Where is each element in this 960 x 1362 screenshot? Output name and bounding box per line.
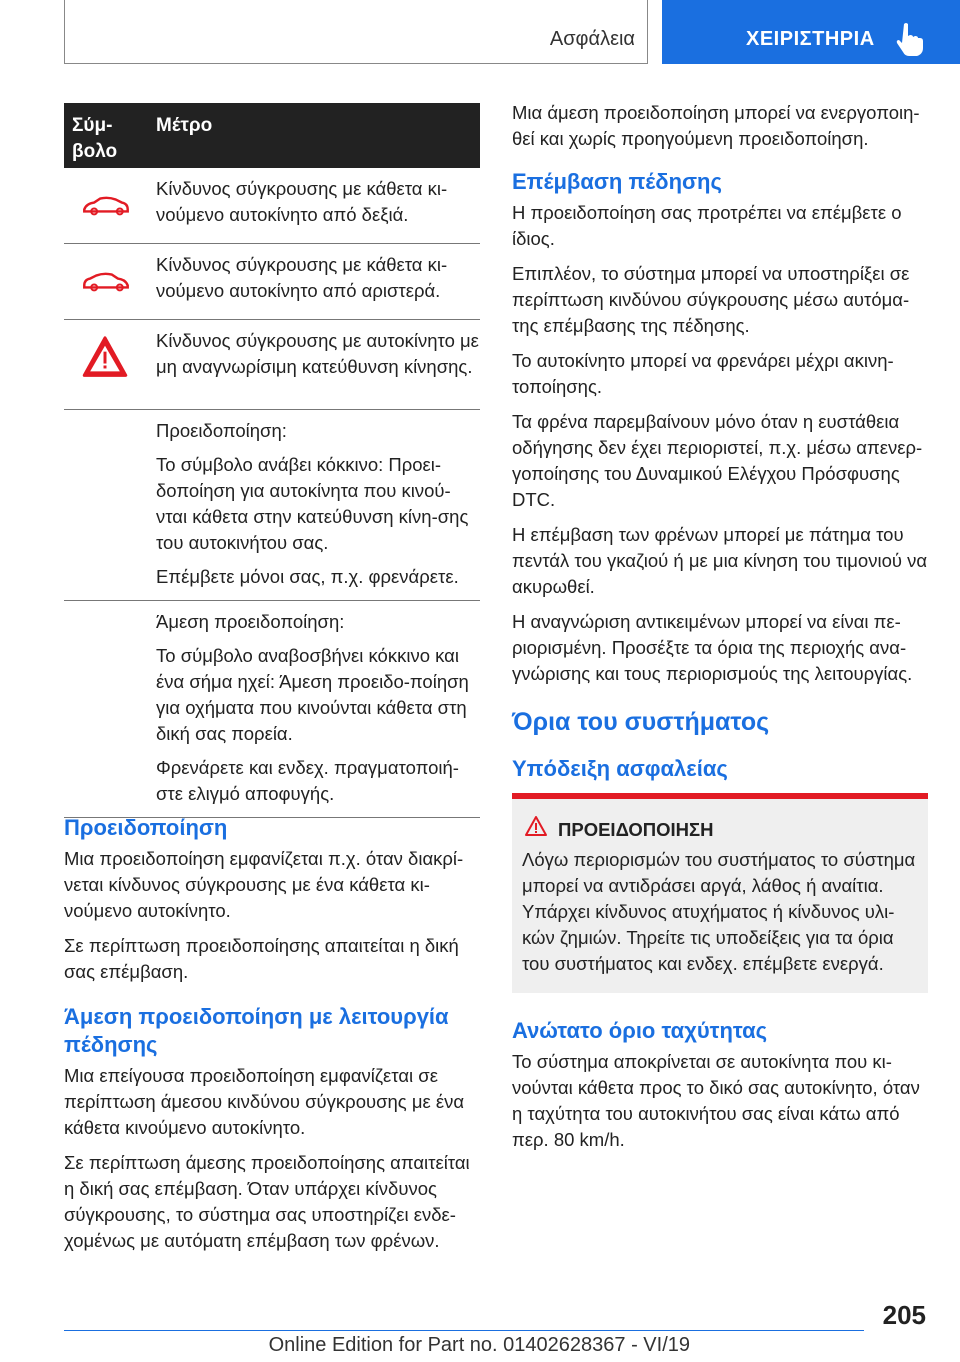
table-row	[64, 410, 480, 601]
heading-direct-warning: Άμεση προειδοποίηση με λειτουργία πέδησης	[64, 1004, 449, 1057]
left-column-text	[64, 814, 480, 1263]
car-crossing-right-icon	[64, 168, 146, 243]
warning-triangle-icon	[64, 320, 146, 409]
row-paragraph: Το σύμβολο αναβοσβήνει κόκκινο και ένα σήμα ηχεί: Άμεση προειδο-ποίηση για οχήματα που κινούνται κάθετα στη δική σας πορεία.	[156, 645, 469, 744]
row-paragraph: Επέμβετε μόνοι σας, π.χ. φρενάρετε.	[156, 566, 459, 587]
warning-box-text: Λόγω περιορισμών του συστήματος το σύστημα μπορεί να αντιδράσει αργά, λάθος ή αναίτια. Υπάρχει κίνδυνος ατυχήματος ή κίνδυνος υλι-κών ζημιών. Τηρείτε τις υποδείξεις για τα όρια του συστήματος και ενδεχ. επέμβετε ενεργά.	[522, 849, 916, 974]
table-row	[64, 601, 480, 818]
heading-system-limits: Όρια του συστήματος	[512, 708, 770, 736]
warning-box	[512, 793, 928, 993]
paragraph: Σε περίπτωση προειδοποίησης απαιτείται η δική σας επέμβαση.	[64, 935, 459, 982]
warning-triangle-icon	[524, 815, 548, 837]
paragraph: Τα φρένα παρεμβαίνουν μόνο όταν η ευστάθεια οδήγησης δεν έχει περιοριστεί, π.χ. μέσω απενερ-γοποίησης του Δυναμικού Ελέγχου Πρόσφυσης DTC.	[512, 411, 923, 510]
paragraph: Η προειδοποίηση σας προτρέπει να επέμβετε ο ίδιος.	[512, 202, 902, 249]
edition-text: Online Edition for Part no. 01402628367 - VI/19	[268, 1334, 690, 1356]
heading-warning: Προειδοποίηση	[64, 815, 228, 840]
col-measure-header: Μέτρο	[156, 115, 213, 136]
paragraph: Σε περίπτωση άμεσης προειδοποίησης απαιτείται η δική σας επέμβαση. Όταν υπάρχει κίνδυνος σύγκρουσης, το σύστημα σας υποστηρίζει ενδε-χομένως με αυτόματη επέμβαση των φρένων.	[64, 1152, 470, 1251]
heading-brake-intervention: Επέμβαση πέδησης	[512, 169, 722, 194]
paragraph: Το σύστημα αποκρίνεται σε αυτοκίνητα που κι-νούνται κάθετα προς το δικό σας αυτοκίνητο, όταν η ταχύτητα του αυτοκινήτου σας είναι κάτω από περ. 80 km/h.	[512, 1051, 920, 1150]
paragraph: Μια επείγουσα προειδοποίηση εμφανίζεται σε περίπτωση άμεσου κινδύνου σύγκρουσης με ένα κάθετα κινούμενο αυτοκίνητο.	[64, 1065, 465, 1138]
paragraph: Επιπλέον, το σύστημα μπορεί να υποστηρίξει σε περίπτωση κινδύνου σύγκρουσης μέσω αυτόμα-της επέμβασης της πέδησης.	[512, 263, 910, 336]
heading-safety-note: Υπόδειξη ασφαλείας	[512, 756, 728, 781]
paragraph: Μια προειδοποίηση εμφανίζεται π.χ. όταν διακρί-νεται κίνδυνος σύγκρουσης με ένα κάθετα κι-νούμενο αυτοκίνητο.	[64, 848, 464, 921]
table-row	[64, 320, 480, 410]
row-paragraph: Άμεση προειδοποίηση:	[156, 611, 345, 632]
table-row	[64, 244, 480, 320]
table-header	[64, 103, 480, 168]
paragraph: Το αυτοκίνητο μπορεί να φρενάρει μέχρι ακινη-τοποίησης.	[512, 350, 894, 397]
paragraph: Μια άμεση προειδοποίηση μπορεί να ενεργοποιη-θεί και χωρίς προηγούμενη προειδοποίηση.	[512, 102, 920, 149]
row-text: Κίνδυνος σύγκρουσης με αυτοκίνητο με μη αναγνωρίσιμη κατεύθυνση κίνησης.	[156, 330, 479, 377]
col-symbol-header: Σύμ-βολο	[72, 115, 118, 162]
section-title: Ασφάλεια	[549, 28, 635, 50]
header-section-box	[64, 0, 648, 64]
paragraph: Η αναγνώριση αντικειμένων μπορεί να είναι πε-ριορισμένη. Προσέξτε τα όρια της περιοχής ανα-γνώρισης και τους περιορισμούς της λειτουργίας.	[512, 611, 913, 684]
chapter-tab[interactable]	[662, 0, 960, 64]
row-text: Κίνδυνος σύγκρουσης με κάθετα κι-νούμενο αυτοκίνητο από δεξιά.	[156, 178, 448, 225]
heading-speed-limit: Ανώτατο όριο ταχύτητας	[512, 1018, 768, 1043]
row-text: Κίνδυνος σύγκρουσης με κάθετα κι-νούμενο αυτοκίνητο από αριστερά.	[156, 254, 448, 301]
right-column-text	[512, 100, 928, 1162]
paragraph: Η επέμβαση των φρένων μπορεί με πάτημα του πεντάλ του γκαζιού ή με μια κίνηση του τιμονιού να ακυρωθεί.	[512, 524, 928, 597]
row-paragraph: Προειδοποίηση:	[156, 420, 287, 441]
chapter-tab-label: ΧΕΙΡΙΣΤΗΡΙΑ	[746, 28, 875, 50]
row-paragraph: Το σύμβολο ανάβει κόκκινο: Προει-δοποίηση για αυτοκίνητα που κινού-νται κάθετα στην κατεύθυνση κίνη-σης του αυτοκινήτου σας.	[156, 454, 469, 553]
table-row	[64, 168, 480, 244]
row-paragraph: Φρενάρετε και ενδεχ. πραγματοποιή-στε ελιγμό αποφυγής.	[156, 757, 459, 804]
page-number: 205	[882, 1300, 926, 1330]
footer-divider	[64, 1330, 864, 1331]
warning-box-title: ΠΡΟΕΙΔΟΠΟΙΗΣΗ	[558, 819, 714, 840]
pointing-hand-icon	[894, 22, 924, 56]
car-crossing-left-icon	[64, 244, 146, 319]
symbol-table	[64, 103, 480, 818]
